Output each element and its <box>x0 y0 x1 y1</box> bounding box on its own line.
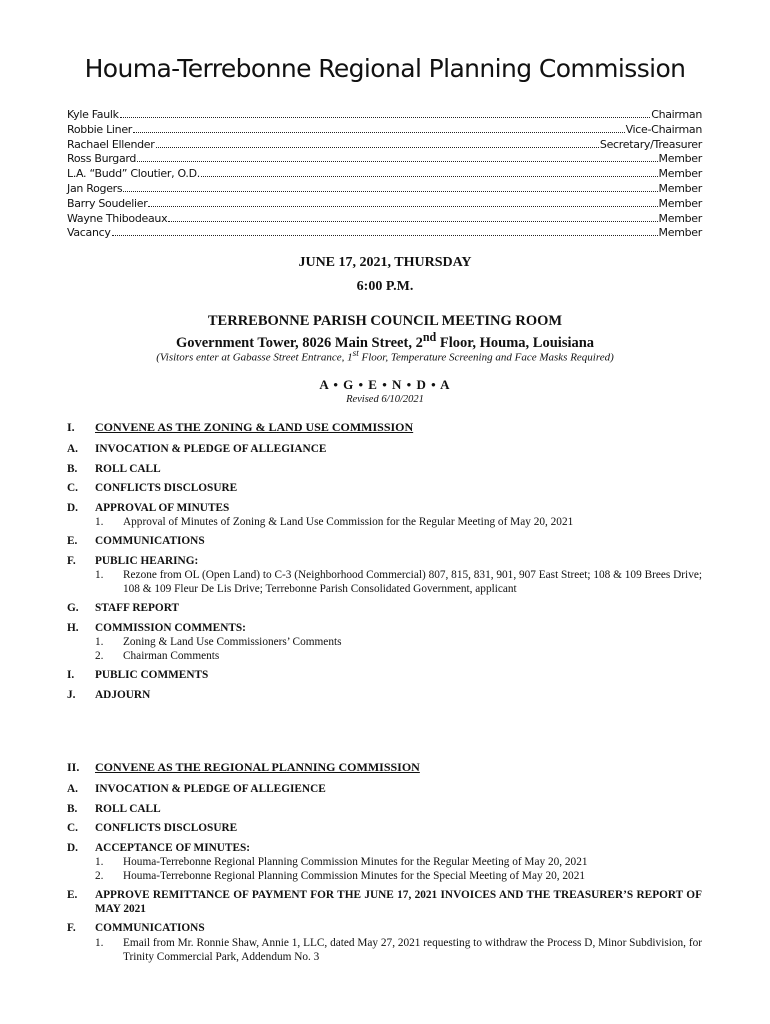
item-text: ACCEPTANCE OF MINUTES: <box>95 841 251 854</box>
sub-text: Chairman Comments <box>123 650 220 662</box>
address-part: Government Tower, 8026 Main Street, 2 <box>175 334 423 351</box>
member-role: Member <box>658 167 702 181</box>
section-title: CONVENE AS THE REGIONAL PLANNING COMMISSION <box>95 760 420 774</box>
section-heading <box>67 760 702 775</box>
member-name: Jan Rogers <box>67 181 123 195</box>
sub-number: 1. <box>95 516 104 528</box>
sub-item <box>67 936 702 964</box>
agenda-item <box>67 842 702 856</box>
agenda-item <box>67 555 702 569</box>
member-role: Member <box>658 211 702 225</box>
dot-leader <box>120 117 650 118</box>
item-letter: C. <box>67 482 78 494</box>
dot-leader <box>133 132 625 133</box>
item-text: COMMISSION COMMENTS: <box>95 621 246 634</box>
item-letter: J. <box>67 688 76 701</box>
dot-leader <box>156 147 599 148</box>
revision-date: Revised 6/10/2021 <box>346 394 424 405</box>
member-name: Wayne Thibodeaux <box>67 211 168 225</box>
item-text: PUBLIC HEARING: <box>95 554 199 567</box>
roster-row <box>67 167 702 182</box>
item-text: COMMUNICATIONS <box>95 535 205 547</box>
section-number: II. <box>67 760 80 774</box>
roster-row <box>67 152 702 167</box>
item-text: APPROVE REMITTANCE OF PAYMENT FOR THE JUNE 17, 2021 INVOICES AND THE TREASURER’S REPORT OF MAY 2021 <box>95 889 702 915</box>
roster-row <box>67 138 702 153</box>
agenda-item <box>67 502 702 516</box>
sub-text: Email from Mr. Ronnie Shaw, Annie 1, LLC, dated May 27, 2021 requesting to withdraw the Process D, Minor Subdivision, for Trinity Commercial Park, Addendum No. 3 <box>123 936 702 963</box>
dot-leader <box>123 191 657 192</box>
section-heading <box>67 420 702 435</box>
agenda-item <box>67 803 702 817</box>
item-letter: A. <box>67 443 78 455</box>
item-text: CONFLICTS DISCLOSURE <box>95 482 238 494</box>
item-text: STAFF REPORT <box>95 602 180 614</box>
agenda-item <box>67 689 702 703</box>
agenda-item <box>67 463 702 477</box>
member-role: Vice-Chairman <box>625 122 702 136</box>
section-zoning <box>67 420 702 702</box>
sub-item <box>67 515 702 529</box>
address-part: Floor, Houma, Louisiana <box>436 334 595 351</box>
sub-text: Approval of Minutes of Zoning & Land Use Commission for the Regular Meeting of May 20, 2021 <box>123 516 574 528</box>
roster-row <box>67 182 702 197</box>
item-letter: E. <box>67 535 78 547</box>
sub-text: Zoning & Land Use Commissioners’ Comments <box>123 636 342 648</box>
item-letter: I. <box>67 669 75 681</box>
agenda-item <box>67 669 702 683</box>
member-name: Robbie Liner <box>67 122 133 136</box>
member-role: Member <box>658 196 702 210</box>
sub-text: Rezone from OL (Open Land) to C-3 (Neighborhood Commercial) 807, 815, 831, 901, 907 East Street; 108 & 109 Brees Drive; 108 & 109 Fleur De Lis Drive; Terrebonne Parish Consolidated Government, applicant <box>123 569 702 595</box>
section-title: CONVENE AS THE ZONING & LAND USE COMMISSION <box>95 420 414 434</box>
item-text: ROLL CALL <box>95 462 161 475</box>
address-superscript: nd <box>422 330 437 344</box>
member-role: Member <box>658 152 702 166</box>
roster-row <box>67 197 702 212</box>
member-name: Kyle Faulk <box>67 108 119 121</box>
meeting-time: 6:00 P.M. <box>356 279 414 294</box>
sub-number: 2. <box>95 650 104 662</box>
item-letter: F. <box>67 554 76 567</box>
visitor-part: (Visitors enter at Gabasse Street Entrance, 1 <box>156 351 353 364</box>
section-number: I. <box>67 420 75 434</box>
sub-number: 1. <box>95 936 104 949</box>
item-text: INVOCATION & PLEDGE OF ALLEGIANCE <box>95 443 327 455</box>
visitor-superscript: st <box>352 348 359 358</box>
item-text: ADJOURN <box>95 688 151 701</box>
commission-roster <box>67 108 702 241</box>
member-role: Chairman <box>651 108 702 121</box>
agenda-item <box>67 482 702 496</box>
item-letter: B. <box>67 802 78 815</box>
dot-leader <box>148 206 657 207</box>
roster-row <box>67 123 702 138</box>
item-letter: B. <box>67 462 78 475</box>
roster-row <box>67 108 702 123</box>
sub-text: Houma-Terrebonne Regional Planning Commission Minutes for the Regular Meeting of May 20, 2021 <box>123 856 588 868</box>
member-name: Barry Soudelier <box>67 196 148 210</box>
agenda-item <box>67 822 702 836</box>
roster-row <box>67 212 702 227</box>
meeting-date: JUNE 17, 2021, THURSDAY <box>298 255 472 270</box>
item-text: PUBLIC COMMENTS <box>95 669 209 681</box>
item-text: INVOCATION & PLEDGE OF ALLEGIENCE <box>95 783 326 795</box>
agenda-item <box>67 622 702 636</box>
item-letter: A. <box>67 783 78 795</box>
item-letter: D. <box>67 501 78 514</box>
document-title: Houma-Terrebonne Regional Planning Commission <box>84 54 686 83</box>
agenda-item <box>67 889 702 916</box>
item-text: CONFLICTS DISCLOSURE <box>95 822 238 834</box>
item-text: ROLL CALL <box>95 802 161 815</box>
sub-text: Houma-Terrebonne Regional Planning Commission Minutes for the Special Meeting of May 20, 2021 <box>123 870 585 882</box>
member-role: Secretary/Treasurer <box>599 137 702 151</box>
meeting-room: TERREBONNE PARISH COUNCIL MEETING ROOM <box>207 313 563 329</box>
sub-number: 1. <box>95 569 104 581</box>
dot-leader <box>137 161 657 162</box>
item-letter: D. <box>67 841 78 854</box>
item-letter: H. <box>67 621 79 634</box>
agenda-item <box>67 783 702 797</box>
item-letter: F. <box>67 922 76 934</box>
sub-number: 2. <box>95 870 104 882</box>
item-letter: E. <box>67 889 78 901</box>
sub-number: 1. <box>95 856 104 868</box>
visitor-instructions <box>0 348 770 364</box>
item-letter: G. <box>67 602 79 614</box>
member-name: Vacancy <box>67 226 111 240</box>
sub-item <box>67 568 702 596</box>
sub-item <box>67 635 702 649</box>
dot-leader <box>168 221 657 222</box>
agenda-item <box>67 602 702 616</box>
sub-item <box>67 649 702 663</box>
visitor-part: Floor, Temperature Screening and Face Masks Required) <box>358 351 614 364</box>
item-text: COMMUNICATIONS <box>95 922 205 934</box>
section-regional-planning <box>67 760 702 964</box>
sub-item <box>67 855 702 869</box>
dot-leader <box>112 235 658 236</box>
sub-item <box>67 869 702 883</box>
roster-row <box>67 226 702 241</box>
item-letter: C. <box>67 822 78 834</box>
member-role: Member <box>658 226 702 240</box>
agenda-item <box>67 535 702 549</box>
member-name: Ross Burgard <box>67 152 137 166</box>
dot-leader <box>201 176 658 177</box>
member-role: Member <box>658 181 702 195</box>
item-text: APPROVAL OF MINUTES <box>95 501 230 514</box>
agenda-item <box>67 922 702 936</box>
member-name: L.A. “Budd” Cloutier, O.D. <box>67 167 200 181</box>
agenda-item <box>67 443 702 457</box>
agenda-heading: A • G • E • N • D • A <box>319 377 451 392</box>
sub-number: 1. <box>95 636 104 648</box>
member-name: Rachael Ellender <box>67 137 155 151</box>
